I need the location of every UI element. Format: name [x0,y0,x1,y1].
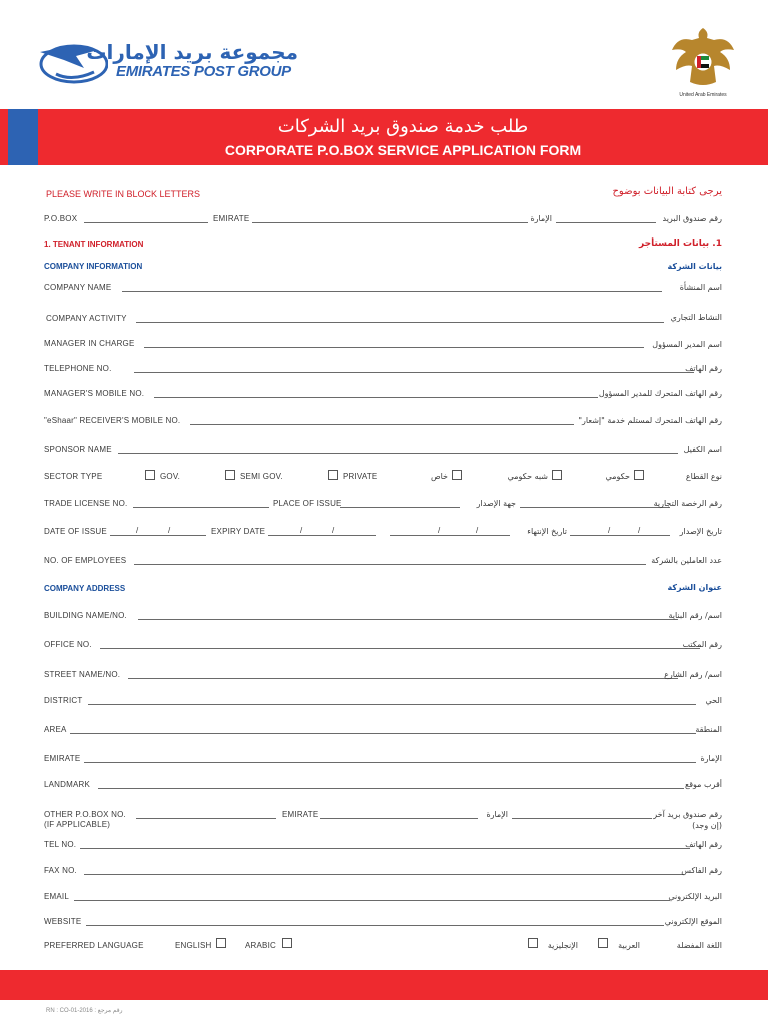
date-of-issue-field[interactable] [110,535,206,536]
office-no-label: OFFICE NO. [44,640,92,649]
landmark-label-ar: أقرب موقع [684,780,722,789]
sector-type-label: SECTOR TYPE [44,472,103,481]
telephone-field[interactable] [134,372,694,373]
emblem-caption: United Arab Emirates [679,92,727,98]
manager-label-ar: اسم المدير المسؤول [652,340,722,349]
office-no-field[interactable] [100,648,700,649]
footer-red-band [0,970,768,1000]
falcon-emblem-icon [668,22,738,92]
logo-arabic-text: مجموعة بريد الإمارات [86,40,298,64]
emirate-address-field[interactable] [84,762,696,763]
pobox-field[interactable] [84,222,208,223]
manager-mobile-label-ar: رقم الهاتف المتحرك للمدير المسؤول [598,389,722,398]
sponsor-name-field[interactable] [118,453,678,454]
fax-no-field[interactable] [84,874,684,875]
district-label-ar: الحي [705,696,722,705]
manager-field[interactable] [144,347,644,348]
section-tenant-info-title-ar: 1. بيانات المستأجر [639,239,722,249]
section-tenant-info-title: 1. TENANT INFORMATION [44,240,144,249]
area-field[interactable] [70,733,696,734]
emirate-address-label: EMIRATE [44,754,81,763]
company-info-title-ar: بيانات الشركة [667,262,722,271]
trade-license-label: TRADE LICENSE NO. [44,499,128,508]
footer-reference: RN : CO-01-2016 : رقم مرجع [46,1008,123,1014]
website-label-ar: الموقع الإلكتروني [664,917,722,926]
title-english: CORPORATE P.O.BOX SERVICE APPLICATION FORM [224,142,582,158]
fax-no-label-ar: رقم الفاكس [681,866,722,875]
sector-type-label-ar: نوع القطاع [685,472,722,481]
eshaar-mobile-field[interactable] [190,424,574,425]
company-info-title: COMPANY INFORMATION [44,262,143,271]
manager-label: MANAGER IN CHARGE [44,339,135,348]
expiry-date-slash-ar-2: / [476,526,479,535]
arabic-option-label: ARABIC [245,941,276,950]
building-label: BUILDING NAME/NO. [44,611,127,620]
area-label-ar: المنطقة [695,725,722,734]
pobox-label: P.O.BOX [44,214,78,223]
manager-mobile-field[interactable] [154,397,598,398]
other-pobox-label: OTHER P.O.BOX NO. [44,810,126,819]
expiry-date-field-ar[interactable] [390,535,510,536]
preferred-language-label-ar: اللغة المفضلة [676,941,722,950]
expiry-date-slash-2: / [332,526,335,535]
street-field[interactable] [128,678,678,679]
sector-semi-gov-checkbox-ar[interactable] [552,470,562,480]
tel-no-label: TEL NO. [44,840,77,849]
preferred-language-label: PREFERRED LANGUAGE [44,941,144,950]
sector-private-label-ar: خاص [430,472,448,481]
place-of-issue-label: PLACE OF ISSUE [273,499,342,508]
company-activity-label-ar: النشاط التجاري [670,313,722,322]
sector-gov-label-ar: حكومي [605,472,630,481]
eshaar-mobile-label: "eShaar" RECEIVER'S MOBILE NO. [44,416,181,425]
title-arabic: طلب خدمة صندوق بريد الشركات [277,116,529,137]
title-side-red-bar [0,109,8,165]
emirate-label: EMIRATE [213,214,250,223]
street-label-ar: اسم/ رقم الشارع [664,670,722,679]
employees-label-ar: عدد العاملين بالشركة [651,556,722,565]
company-name-label: COMPANY NAME [44,283,112,292]
sector-semi-gov-label-ar: شبه حكومي [507,472,548,481]
company-activity-field[interactable] [136,322,664,323]
other-emirate-field[interactable] [320,818,478,819]
street-label: STREET NAME/NO. [44,670,121,679]
employees-field[interactable] [134,564,646,565]
date-of-issue-slash-1: / [136,526,139,535]
sponsor-name-label-ar: اسم الكفيل [683,445,722,454]
landmark-label: LANDMARK [44,780,91,789]
place-of-issue-label-ar: جهة الإصدار [476,499,516,508]
website-label: WEBSITE [44,917,82,926]
date-of-issue-slash-ar-2: / [638,526,641,535]
uae-emblem [668,22,738,102]
sector-gov-label: GOV. [160,472,181,481]
sector-private-checkbox-ar[interactable] [452,470,462,480]
area-label: AREA [44,725,67,734]
sector-gov-checkbox-ar[interactable] [634,470,644,480]
sector-semi-gov-checkbox[interactable] [225,470,235,480]
landmark-field[interactable] [98,788,684,789]
other-emirate-label-ar: الإمارة [486,810,508,819]
company-activity-label: COMPANY ACTIVITY [46,314,127,323]
expiry-date-slash-1: / [300,526,303,535]
expiry-date-label-ar: تاريخ الإنتهاء [527,527,567,536]
other-emirate-label: EMIRATE [282,810,319,819]
telephone-label-ar: رقم الهاتف [685,364,722,373]
website-field[interactable] [86,925,664,926]
date-of-issue-slash-ar-1: / [608,526,611,535]
expiry-date-label: EXPIRY DATE [211,527,266,536]
emirate-address-label-ar: الإمارة [700,754,722,763]
expiry-date-slash-ar-1: / [438,526,441,535]
english-checkbox[interactable] [216,938,226,948]
other-pobox-label-ar: رقم صندوق بريد آخر [653,810,722,819]
emirate-label-ar: الإمارة [530,214,552,223]
arabic-checkbox[interactable] [282,938,292,948]
email-label: EMAIL [44,892,70,901]
email-field[interactable] [74,900,670,901]
company-address-title-ar: عنوان الشركة [667,583,722,592]
sector-semi-gov-label: SEMI GOV. [240,472,283,481]
eshaar-mobile-label-ar: رقم الهاتف المتحرك لمستلم خدمة "إشعار" [578,416,722,425]
pobox-label-ar: رقم صندوق البريد [662,214,722,223]
fax-no-label: FAX NO. [44,866,77,875]
instruction-ar: يرجى كتابة البيانات بوضوح [612,186,722,197]
instruction-en: PLEASE WRITE IN BLOCK LETTERS [46,189,201,199]
building-field[interactable] [138,619,678,620]
arabic-option-label-ar: العربية [618,941,640,950]
sector-gov-checkbox[interactable] [145,470,155,480]
company-name-label-ar: اسم المنشأة [679,283,722,292]
sponsor-name-label: SPONSOR NAME [44,445,112,454]
other-pobox-if-applicable-ar: (إن وجد) [692,821,722,830]
company-name-field[interactable] [122,291,662,292]
trade-license-field[interactable] [133,507,269,508]
tel-no-label-ar: رقم الهاتف [685,840,722,849]
logo-english-text: EMIRATES POST GROUP [116,63,291,80]
company-address-title: COMPANY ADDRESS [44,584,126,593]
district-label: DISTRICT [44,696,83,705]
manager-mobile-label: MANAGER'S MOBILE NO. [44,389,145,398]
emirates-post-logo [36,38,296,88]
office-no-label-ar: رقم المكتب [682,640,722,649]
building-label-ar: اسم/ رقم البناية [668,611,722,620]
date-of-issue-label: DATE OF ISSUE [44,527,107,536]
expiry-date-field[interactable] [268,535,376,536]
employees-label: NO. OF EMPLOYEES [44,556,127,565]
sector-private-checkbox[interactable] [328,470,338,480]
telephone-label: TELEPHONE NO. [44,364,112,373]
other-pobox-if-applicable: (IF APPLICABLE) [44,820,111,829]
english-option-label-ar: الإنجليزية [547,941,578,950]
district-field[interactable] [88,704,696,705]
emirate-field[interactable] [252,222,528,223]
title-banner [38,109,768,165]
other-pobox-field[interactable] [136,818,276,819]
date-of-issue-label-ar: تاريخ الإصدار [679,527,722,536]
place-of-issue-field[interactable] [340,507,460,508]
email-label-ar: البريد الإلكتروني [668,892,722,901]
sector-private-label: PRIVATE [343,472,378,481]
date-of-issue-slash-2: / [168,526,171,535]
trade-license-label-ar: رقم الرخصة التجارية [653,499,722,508]
english-option-label: ENGLISH [175,941,212,950]
tel-no-field[interactable] [80,848,690,849]
